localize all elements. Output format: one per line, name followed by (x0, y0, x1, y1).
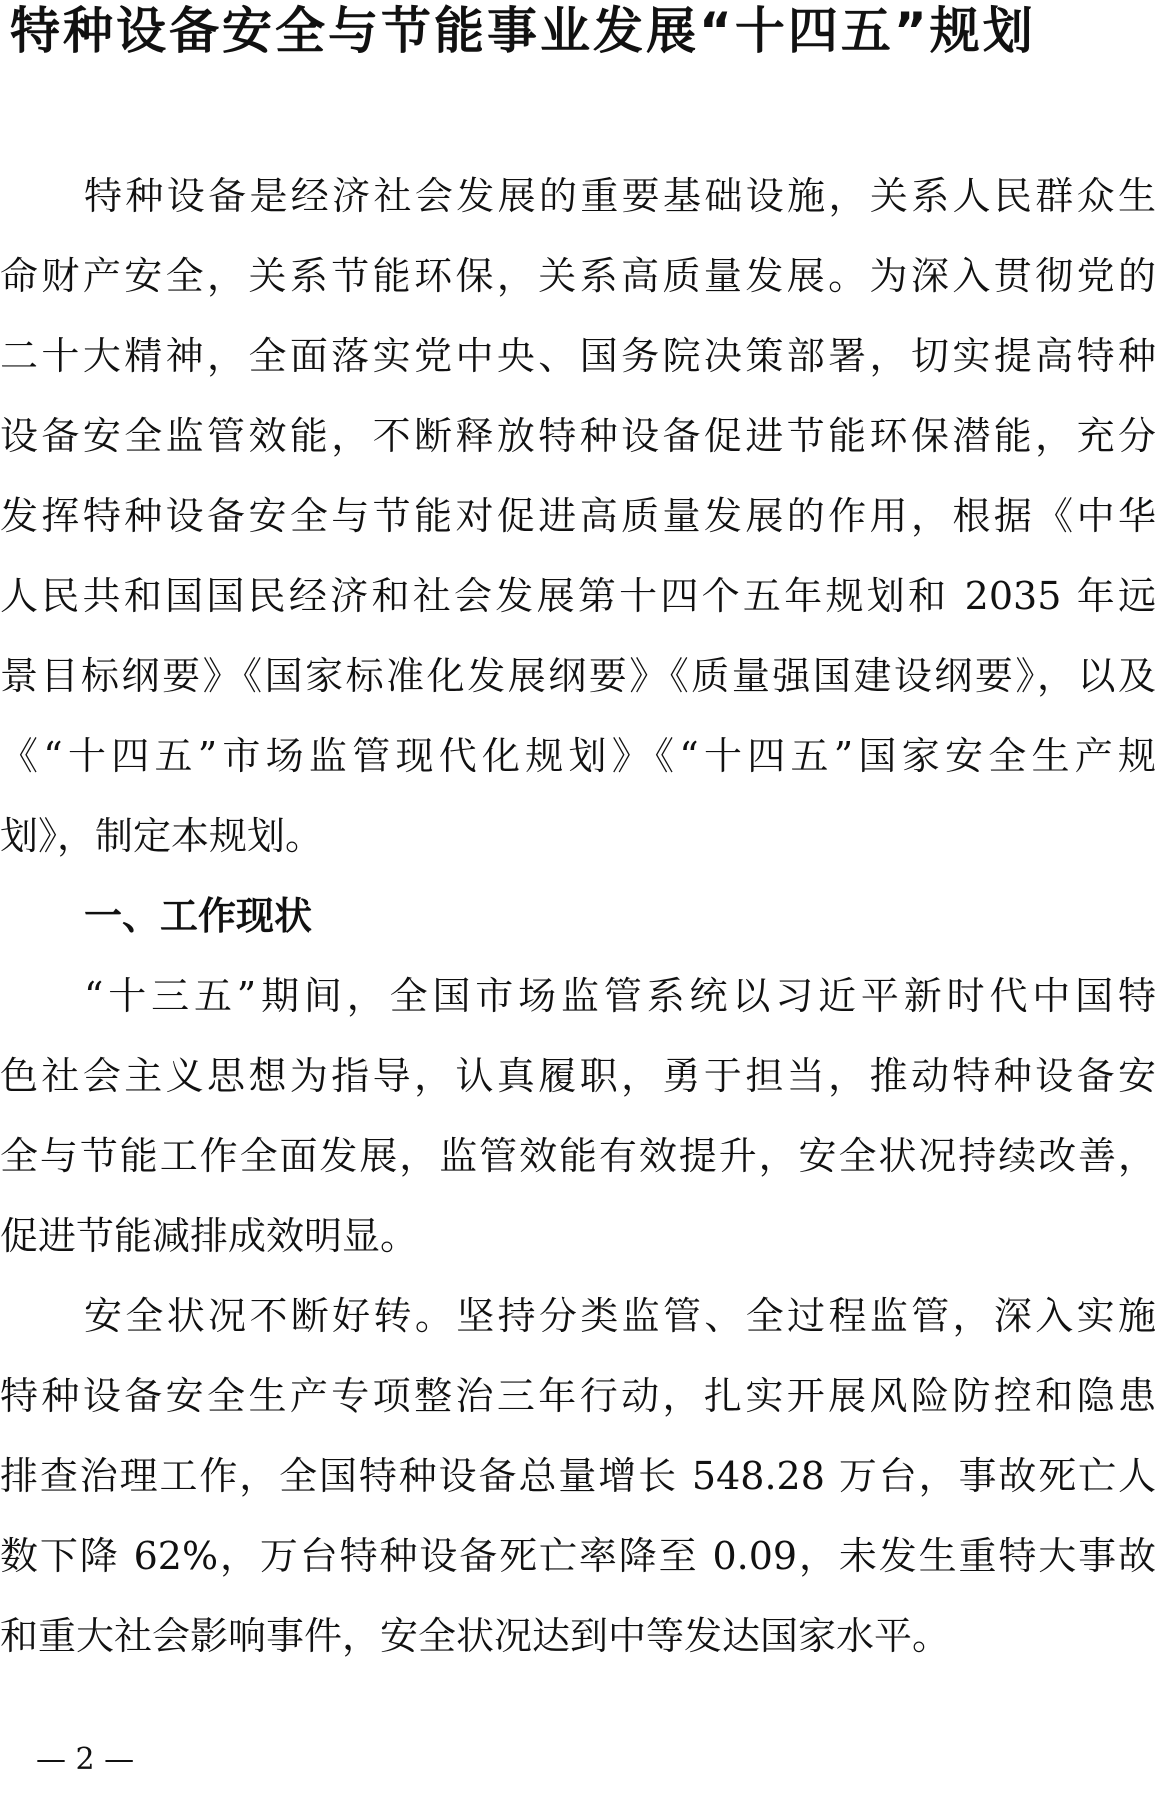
paragraph-line: 《“十四五”市场监管现代化规划》《“十四五”国家安全生产规 (0, 734, 1156, 778)
paragraph-line: 特种设备是经济社会发展的重要基础设施，关系人民群众生 (84, 174, 1156, 218)
paragraph-intro (0, 156, 1162, 876)
paragraph-line: 设备安全监管效能，不断释放特种设备促进节能环保潜能，充分 (0, 414, 1156, 458)
paragraph-line: 数下降 62%，万台特种设备死亡率降至 0.09，未发生重特大事故 (0, 1534, 1156, 1578)
paragraph-line: 人民共和国国民经济和社会发展第十四个五年规划和 2035 年远 (0, 574, 1156, 618)
section-heading: 一、工作现状 (84, 894, 313, 938)
paragraph-line: 景目标纲要》《国家标准化发展纲要》《质量强国建设纲要》，以及 (0, 654, 1156, 698)
document-title: 特种设备安全与节能事业发展“十四五”规划 (10, 2, 1036, 60)
document-body (0, 156, 1162, 1676)
paragraph-line: 排查治理工作，全国特种设备总量增长 548.28 万台，事故死亡人 (0, 1454, 1156, 1498)
paragraph-safety-status (0, 1276, 1162, 1676)
paragraph-line: 全与节能工作全面发展，监管效能有效提升，安全状况持续改善， (0, 1134, 1156, 1178)
paragraph-line: 促进节能减排成效明显。 (0, 1214, 419, 1258)
paragraph-line: 安全状况不断好转。坚持分类监管、全过程监管，深入实施 (84, 1294, 1156, 1338)
page-number: — 2 — (36, 1742, 135, 1777)
paragraph-line: “十三五”期间，全国市场监管系统以习近平新时代中国特 (84, 974, 1156, 1018)
paragraph-line: 二十大精神，全面落实党中央、国务院决策部署，切实提高特种 (0, 334, 1156, 378)
paragraph-line: 发挥特种设备安全与节能对促进高质量发展的作用，根据《中华 (0, 494, 1156, 538)
paragraph-line: 特种设备安全生产专项整治三年行动，扎实开展风险防控和隐患 (0, 1374, 1156, 1418)
paragraph-line: 和重大社会影响事件，安全状况达到中等发达国家水平。 (0, 1614, 951, 1658)
paragraph-line: 划》，制定本规划。 (0, 814, 324, 858)
paragraph-line: 色社会主义思想为指导，认真履职，勇于担当，推动特种设备安 (0, 1054, 1156, 1098)
paragraph-line: 命财产安全，关系节能环保，关系高质量发展。为深入贯彻党的 (0, 254, 1156, 298)
paragraph-overview (0, 956, 1162, 1276)
